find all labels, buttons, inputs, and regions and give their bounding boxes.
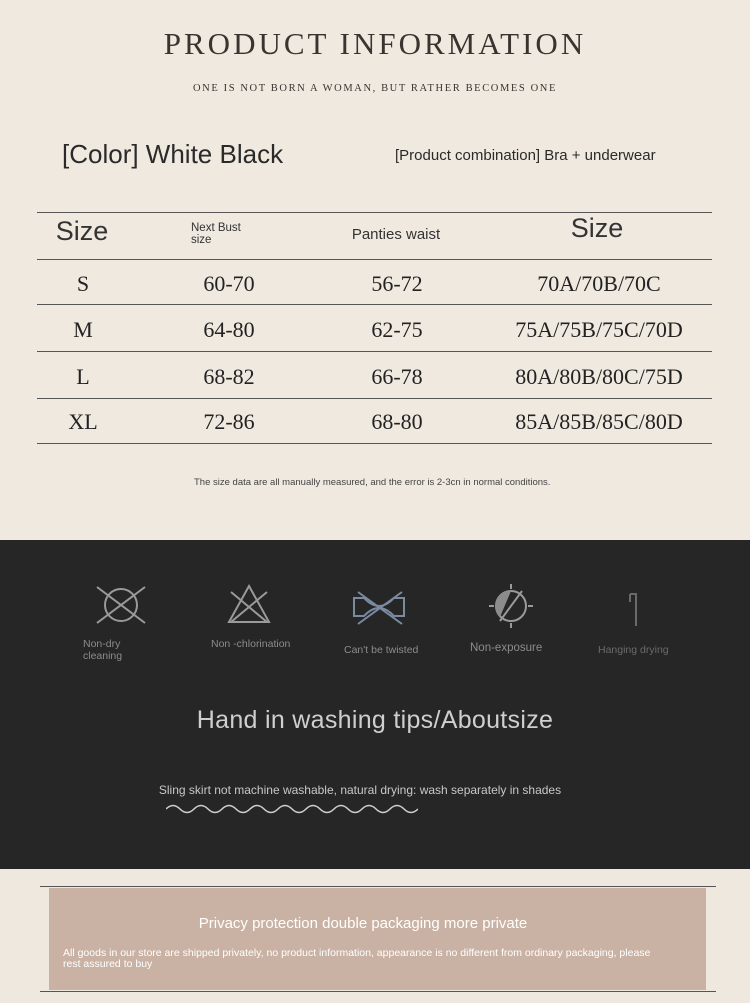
table-header-cup-size: Size (570, 213, 624, 243)
table-header-waist: Panties waist (351, 226, 441, 243)
washing-tips-text: Sling skirt not machine washable, natural drying: wash separately in shades (158, 783, 562, 797)
page-title: PRODUCT INFORMATION (163, 26, 587, 61)
care-item-exposure (470, 584, 543, 654)
table-cell: 56-72 (371, 271, 423, 296)
frame-line (40, 991, 716, 992)
wave-divider (166, 802, 418, 816)
table-cell: 60-70 (203, 271, 255, 296)
privacy-banner (49, 888, 706, 990)
privacy-title: Privacy protection double packaging more private (198, 915, 528, 932)
table-cell: XL (68, 409, 98, 434)
care-label: Hanging drying (598, 644, 669, 656)
care-item-twist (344, 588, 419, 656)
no-sun-icon (470, 584, 540, 628)
no-bleach-icon (211, 582, 281, 628)
measurement-note: The size data are all manually measured, and the error is 2-3cn in normal conditions. (194, 477, 551, 488)
privacy-section (0, 869, 750, 1003)
hang-dry-icon (598, 590, 668, 630)
care-label: Non-dry cleaning (83, 638, 123, 662)
care-item-chlorination (211, 582, 291, 650)
care-item-dry-clean (83, 584, 153, 662)
table-divider (37, 443, 712, 444)
washing-tips-title: Hand in washing tips/Aboutsize (196, 706, 554, 734)
table-cell: 68-82 (203, 364, 255, 389)
table-cell: 64-80 (203, 317, 255, 342)
care-item-hanging (598, 590, 669, 656)
table-header-size: Size (55, 216, 109, 246)
table-divider (37, 259, 712, 260)
page-subtitle: ONE IS NOT BORN A WOMAN, BUT RATHER BECOMES ONE (193, 83, 557, 94)
table-cell: 70A/70B/70C (537, 271, 661, 296)
no-wring-icon (344, 588, 414, 628)
table-cell: 66-78 (371, 364, 423, 389)
table-divider (37, 398, 712, 399)
table-divider (37, 351, 712, 352)
color-info: [Color] White Black (62, 139, 284, 169)
combination-info: [Product combination] Bra + underwear (395, 147, 656, 164)
privacy-text: All goods in our store are shipped privately, no product information, appearance is no different from ordinary packaging, please rest assured to buy (63, 947, 651, 970)
table-header-bust: Next Bust size (191, 222, 241, 246)
table-divider (37, 304, 712, 305)
no-dry-clean-icon (83, 584, 153, 628)
table-cell: 68-80 (371, 409, 423, 434)
table-cell: 80A/80B/80C/75D (515, 364, 683, 389)
table-cell: 72-86 (203, 409, 255, 434)
care-section (0, 540, 750, 869)
table-cell: S (76, 271, 90, 296)
table-cell: M (73, 317, 93, 342)
table-cell: L (76, 364, 90, 389)
frame-line (40, 886, 716, 887)
table-cell: 62-75 (371, 317, 423, 342)
care-label: Can't be twisted (344, 644, 419, 656)
table-cell: 85A/85B/85C/80D (515, 409, 683, 434)
table-cell: 75A/75B/75C/70D (515, 317, 683, 342)
care-label: Non-exposure (470, 642, 543, 654)
care-label: Non -chlorination (211, 638, 291, 650)
